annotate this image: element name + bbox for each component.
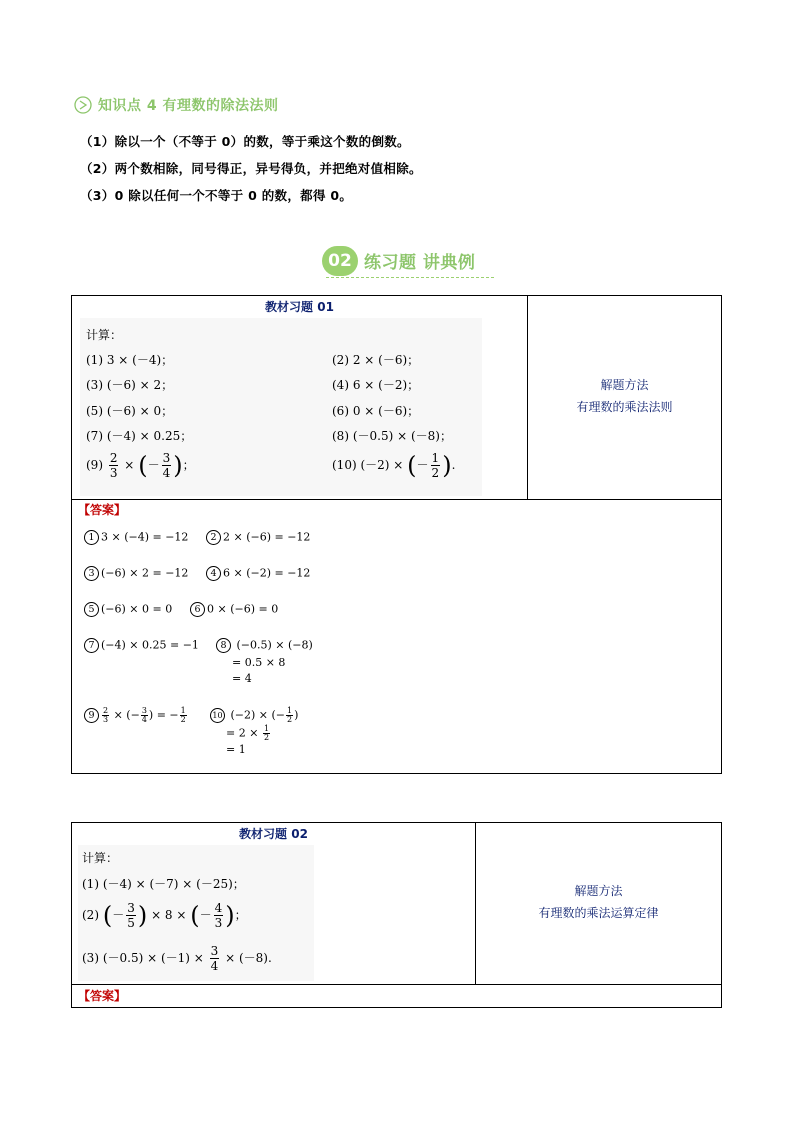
problem-10: (10) (－2) × (－ $\frac{1}{2}$ ). — [332, 451, 456, 480]
rule-2: （2）两个数相除，同号得正，异号得负，并把绝对值相除。 — [80, 161, 422, 176]
problem-6: (6) 0 × (－6)； — [332, 404, 420, 418]
arrow-circle-icon — [74, 96, 92, 114]
answer-label: 【答案】 — [78, 503, 127, 517]
problem-2-1: (1) (－4) × (－7) × (－25)； — [82, 877, 245, 891]
knowledge-point-title: 知识点 4 有理数的除法法则 — [98, 98, 279, 114]
answer-9: 9 $\frac{2}{3}$ × (− $\frac{3}{4}$ ) = − $\frac{1}{2}$ — [84, 707, 188, 724]
banner-underline — [326, 277, 494, 278]
compute-prompt: 计算： — [86, 328, 123, 342]
method-text: 有理数的乘法法则 — [576, 400, 673, 414]
example-2-method — [476, 880, 721, 924]
method-label-2: 解题方法 — [574, 884, 623, 898]
rule-3: （3）0 除以任何一个不等于 0 的数，都得 0。 — [80, 188, 353, 203]
problem-5: (5) (－6) × 0； — [86, 404, 174, 418]
example-2-title: 教材习题 02 — [239, 827, 308, 841]
answer-7: 7 (−4) × 0.25 = −1 — [84, 638, 199, 653]
answer-8: 8 (−0.5) × (−8) = 0.5 × 8 = 4 — [216, 638, 313, 685]
answer-1: 1 3 × (−4) = −12 — [84, 530, 188, 545]
compute-prompt-2: 计算： — [82, 851, 119, 865]
answer-3: 3 (−6) × 2 = −12 — [84, 566, 188, 581]
knowledge-point-header — [74, 94, 279, 116]
method-label: 解题方法 — [600, 378, 649, 392]
answer-6: 6 0 × (−6) = 0 — [190, 602, 278, 617]
answer-2: 2 2 × (−6) = −12 — [206, 530, 310, 545]
example-1-method — [528, 374, 721, 418]
problem-2: (2) 2 × (－6)； — [332, 353, 420, 367]
problem-1: (1) 3 × (－4)； — [86, 353, 174, 367]
problem-3: (3) (－6) × 2； — [86, 378, 174, 392]
banner-title: 练习题 讲典例 — [364, 253, 476, 273]
example-1-title: 教材习题 01 — [265, 300, 334, 314]
answer-5: 5 (−6) × 0 = 0 — [84, 602, 172, 617]
answer-10: 10 (−2) × (− $\frac{1}{2}$ ) = 2 × $\frac{1}{2}$ = 1 — [210, 707, 298, 756]
method-text-2: 有理数的乘法运算定律 — [538, 906, 659, 920]
example-1-problem-area — [80, 318, 482, 496]
problem-7: (7) (－4) × 0.25； — [86, 429, 193, 443]
problem-2-2: (2) (－ $\frac{3}{5}$ ) × 8 × (－ $\frac{4}{3}$ )； — [82, 901, 247, 930]
problem-8: (8) (－0.5) × (－8)； — [332, 429, 452, 443]
rule-1: （1）除以一个（不等于 0）的数，等于乘这个数的倒数。 — [80, 134, 410, 149]
banner-number-badge: 02 — [322, 246, 358, 276]
section-banner — [322, 246, 492, 280]
problem-2-3: (3) (－0.5) × (－1) × $\frac{3}{4}$ × (－8). — [82, 944, 272, 973]
table-2-hr — [71, 984, 722, 985]
answer-4: 4 6 × (−2) = −12 — [206, 566, 310, 581]
problem-9: (9) $\frac{2}{3}$ × (－ $\frac{3}{4}$ )； — [86, 451, 195, 480]
answer-label-2: 【答案】 — [78, 989, 127, 1003]
example-2-problem-area — [78, 845, 314, 981]
table-1-hr — [71, 499, 722, 500]
problem-4: (4) 6 × (－2)； — [332, 378, 420, 392]
